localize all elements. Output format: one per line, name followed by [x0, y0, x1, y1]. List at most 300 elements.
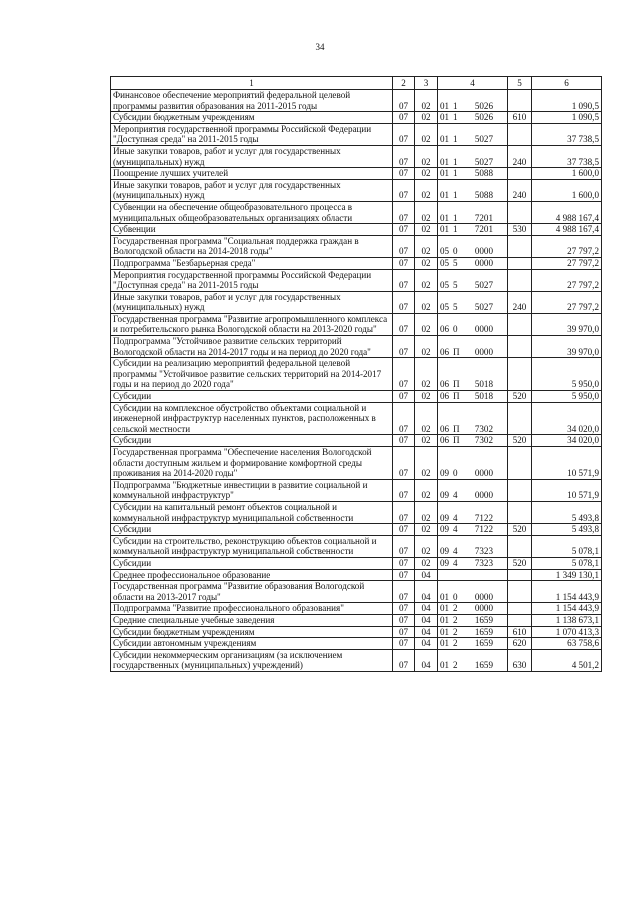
row-subsection: 02: [415, 112, 438, 124]
table-row: [111, 581, 602, 603]
row-target-code: [438, 257, 508, 269]
row-subsection: 02: [415, 145, 438, 167]
row-expense-type: 240: [508, 291, 532, 313]
row-code-program: 06: [440, 379, 450, 390]
row-amount: 27 797,2: [532, 257, 602, 269]
row-code-subprogram: 4: [453, 546, 458, 557]
row-expense-type: 520: [508, 524, 532, 536]
row-code-direction: 5026: [474, 100, 493, 111]
row-code-program: 05: [440, 246, 450, 257]
row-subsection: 02: [415, 501, 438, 523]
row-amount: 5 950,0: [532, 391, 602, 403]
table-row: [111, 179, 602, 201]
table-row: [111, 524, 602, 536]
row-target-code: [438, 168, 508, 180]
header-cell: 5: [508, 77, 532, 90]
row-section: 07: [393, 524, 415, 536]
row-expense-type: [508, 479, 532, 501]
row-code-direction: 7201: [474, 212, 493, 223]
row-expense-type: 530: [508, 224, 532, 236]
header-row: [111, 77, 602, 90]
row-code-subprogram: 1: [453, 212, 458, 223]
row-code-program: 05: [440, 302, 450, 313]
row-section: 07: [393, 626, 415, 638]
table-row: [111, 603, 602, 615]
row-code-direction: 7122: [474, 512, 493, 523]
row-section: 07: [393, 123, 415, 145]
row-expense-type: [508, 168, 532, 180]
row-subsection: 02: [415, 557, 438, 569]
row-section: 07: [393, 581, 415, 603]
row-amount: 5 950,0: [532, 358, 602, 391]
row-amount: 27 797,2: [532, 269, 602, 291]
row-target-code: [438, 291, 508, 313]
table-row: [111, 257, 602, 269]
header-cell: 4: [438, 77, 508, 90]
page-number: 34: [315, 42, 325, 52]
row-name: Мероприятия государственной программы Российской Федерации "Доступная среда" на 2011-2015 годы: [111, 269, 393, 291]
row-code-subprogram: П: [453, 391, 460, 402]
row-code-program: 01: [440, 134, 450, 145]
row-expense-type: 240: [508, 179, 532, 201]
row-name: Подпрограмма "Безбарьерная среда": [111, 257, 393, 269]
row-name: Субсидии на строительство, реконструкцию объектов социальной и коммунальной инфраструктур муниципальной собственности: [111, 535, 393, 557]
row-subsection: 02: [415, 336, 438, 358]
table-row: [111, 535, 602, 557]
row-amount: 39 970,0: [532, 336, 602, 358]
table-row: [111, 90, 602, 112]
row-code-program: 09: [440, 468, 450, 479]
row-code-direction: 5088: [474, 168, 493, 179]
row-code-direction: 1659: [474, 660, 493, 671]
row-code-program: 01: [440, 638, 450, 649]
table-row: [111, 235, 602, 257]
row-code-program: 01: [440, 190, 450, 201]
row-subsection: 04: [415, 638, 438, 650]
row-amount: 4 501,2: [532, 649, 602, 671]
row-amount: 39 970,0: [532, 313, 602, 335]
row-amount: 5 493,8: [532, 501, 602, 523]
row-name: Субсидии: [111, 524, 393, 536]
row-code-direction: 1659: [474, 638, 493, 649]
table-row: [111, 123, 602, 145]
row-name: Субсидии: [111, 391, 393, 403]
row-name: Подпрограмма "Развитие профессионального образования": [111, 603, 393, 615]
row-code-subprogram: 1: [453, 134, 458, 145]
row-target-code: [438, 201, 508, 223]
table-row: [111, 336, 602, 358]
row-code-program: 05: [440, 280, 450, 291]
row-code-direction: 7323: [474, 557, 493, 568]
row-amount: 1 154 443,9: [532, 603, 602, 615]
row-code-subprogram: П: [453, 379, 460, 390]
row-subsection: 02: [415, 524, 438, 536]
row-name: Государственная программа "Развитие агропромышленного комплекса и потребительского рынка Вологодской области на 2013-2020 годы": [111, 313, 393, 335]
row-section: 07: [393, 145, 415, 167]
row-code-program: 09: [440, 546, 450, 557]
row-section: 07: [393, 535, 415, 557]
row-name: Субсидии на реализацию мероприятий федеральной целевой программы "Устойчивое развитие сельских территорий на 2014-2017 годы и на период до 2020 года": [111, 358, 393, 391]
row-section: 07: [393, 168, 415, 180]
row-target-code: [438, 447, 508, 480]
row-amount: 4 988 167,4: [532, 224, 602, 236]
row-subsection: 02: [415, 168, 438, 180]
row-expense-type: 520: [508, 391, 532, 403]
row-expense-type: 520: [508, 557, 532, 569]
row-code-direction: 5018: [474, 391, 493, 402]
row-amount: 1 600,0: [532, 168, 602, 180]
table-row: [111, 447, 602, 480]
row-code-subprogram: 1: [453, 100, 458, 111]
row-amount: 34 020,0: [532, 402, 602, 435]
row-code-subprogram: 0: [453, 324, 458, 335]
row-expense-type: [508, 358, 532, 391]
row-name: Субсидии автономным учреждениям: [111, 638, 393, 650]
row-section: 07: [393, 435, 415, 447]
row-code-subprogram: 2: [453, 626, 458, 637]
row-section: 07: [393, 224, 415, 236]
row-code-direction: 5018: [474, 379, 493, 390]
row-code-direction: 5027: [474, 156, 493, 167]
row-code-program: 01: [440, 660, 450, 671]
row-code-direction: 0000: [474, 257, 493, 268]
row-code-subprogram: 5: [453, 257, 458, 268]
row-amount: 63 758,6: [532, 638, 602, 650]
row-target-code: [438, 235, 508, 257]
row-name: Субвенции на обеспечение общеобразовательного процесса в муниципальных общеобразовательных организациях области: [111, 201, 393, 223]
row-subsection: 02: [415, 479, 438, 501]
row-target-code: [438, 638, 508, 650]
row-expense-type: [508, 313, 532, 335]
row-code-subprogram: 0: [453, 246, 458, 257]
row-amount: 1 090,5: [532, 112, 602, 124]
row-code-direction: 0000: [474, 246, 493, 257]
row-expense-type: [508, 201, 532, 223]
table-row: [111, 112, 602, 124]
row-subsection: 02: [415, 201, 438, 223]
row-target-code: [438, 224, 508, 236]
row-code-subprogram: 1: [453, 190, 458, 201]
header-cell: 3: [415, 77, 438, 90]
row-name: Субсидии бюджетным учреждениям: [111, 626, 393, 638]
row-name: Субсидии: [111, 557, 393, 569]
row-code-direction: 5088: [474, 190, 493, 201]
row-code-direction: 5027: [474, 134, 493, 145]
row-expense-type: [508, 447, 532, 480]
row-target-code: [438, 649, 508, 671]
table-row: [111, 569, 602, 581]
row-code-subprogram: 2: [453, 638, 458, 649]
row-subsection: 02: [415, 269, 438, 291]
row-section: 07: [393, 179, 415, 201]
row-code-subprogram: 0: [453, 468, 458, 479]
row-section: 07: [393, 569, 415, 581]
row-code-program: 06: [440, 423, 450, 434]
row-expense-type: 520: [508, 435, 532, 447]
table-row: [111, 479, 602, 501]
row-expense-type: 610: [508, 112, 532, 124]
row-target-code: [438, 435, 508, 447]
row-subsection: 02: [415, 313, 438, 335]
row-expense-type: [508, 603, 532, 615]
table-row: [111, 501, 602, 523]
row-target-code: [438, 402, 508, 435]
row-subsection: 04: [415, 614, 438, 626]
table-row: [111, 358, 602, 391]
row-name: Среднее профессиональное образование: [111, 569, 393, 581]
row-amount: 1 349 130,1: [532, 569, 602, 581]
row-target-code: [438, 179, 508, 201]
table-row: [111, 269, 602, 291]
row-amount: 1 090,5: [532, 90, 602, 112]
row-expense-type: [508, 336, 532, 358]
row-code-direction: 0000: [474, 468, 493, 479]
header-cell: 6: [532, 77, 602, 90]
row-amount: 10 571,9: [532, 479, 602, 501]
row-section: 07: [393, 402, 415, 435]
row-target-code: [438, 614, 508, 626]
row-code-direction: 7323: [474, 546, 493, 557]
row-amount: 4 988 167,4: [532, 201, 602, 223]
row-name: Подпрограмма "Бюджетные инвестиции в развитие социальной и коммунальной инфраструктур": [111, 479, 393, 501]
row-code-subprogram: П: [453, 346, 460, 357]
row-section: 07: [393, 235, 415, 257]
row-amount: 27 797,2: [532, 291, 602, 313]
row-code-subprogram: 0: [453, 591, 458, 602]
row-subsection: 02: [415, 257, 438, 269]
table-row: [111, 168, 602, 180]
row-amount: 10 571,9: [532, 447, 602, 480]
row-section: 07: [393, 479, 415, 501]
row-section: 07: [393, 257, 415, 269]
row-subsection: 02: [415, 123, 438, 145]
row-target-code: [438, 479, 508, 501]
row-target-code: [438, 391, 508, 403]
header-cell: 2: [393, 77, 415, 90]
row-subsection: 02: [415, 435, 438, 447]
row-section: 07: [393, 269, 415, 291]
row-expense-type: 610: [508, 626, 532, 638]
row-code-program: 01: [440, 614, 450, 625]
row-code-subprogram: 5: [453, 280, 458, 291]
row-section: 07: [393, 614, 415, 626]
row-section: 07: [393, 90, 415, 112]
row-target-code: [438, 112, 508, 124]
row-code-subprogram: 4: [453, 490, 458, 501]
row-code-program: 01: [440, 168, 450, 179]
row-expense-type: [508, 614, 532, 626]
row-target-code: [438, 557, 508, 569]
row-amount: 5 078,1: [532, 535, 602, 557]
header-cell: 1: [111, 77, 393, 90]
row-section: 07: [393, 112, 415, 124]
row-code-direction: 0000: [474, 324, 493, 335]
row-code-direction: 1659: [474, 626, 493, 637]
row-code-subprogram: 1: [453, 168, 458, 179]
row-code-direction: 0000: [474, 490, 493, 501]
row-code-subprogram: 4: [453, 557, 458, 568]
row-code-program: 01: [440, 212, 450, 223]
row-subsection: 02: [415, 235, 438, 257]
row-code-subprogram: 2: [453, 614, 458, 625]
row-target-code: [438, 90, 508, 112]
row-amount: 27 797,2: [532, 235, 602, 257]
row-name: Подпрограмма "Устойчивое развитие сельских территорий Вологодской области на 2014-2017 годы и на период до 2020 года": [111, 336, 393, 358]
row-code-subprogram: 1: [453, 224, 458, 235]
row-expense-type: [508, 501, 532, 523]
table-row: [111, 435, 602, 447]
row-code-direction: 5027: [474, 302, 493, 313]
table-row: [111, 224, 602, 236]
row-code-direction: 5027: [474, 280, 493, 291]
row-subsection: 02: [415, 402, 438, 435]
row-subsection: 02: [415, 291, 438, 313]
row-section: 07: [393, 391, 415, 403]
row-subsection: 02: [415, 358, 438, 391]
row-code-program: 05: [440, 257, 450, 268]
row-code-direction: 0000: [474, 591, 493, 602]
row-code-program: 06: [440, 391, 450, 402]
row-code-program: 06: [440, 346, 450, 357]
table-row: [111, 291, 602, 313]
row-subsection: 02: [415, 447, 438, 480]
row-expense-type: [508, 402, 532, 435]
row-name: Субсидии: [111, 435, 393, 447]
row-code-direction: 7122: [474, 524, 493, 535]
row-code-direction: 0000: [474, 346, 493, 357]
row-code-program: 01: [440, 100, 450, 111]
row-code-direction: 5026: [474, 112, 493, 123]
row-target-code: [438, 313, 508, 335]
row-section: 07: [393, 336, 415, 358]
row-code-program: 09: [440, 524, 450, 535]
row-target-code: [438, 603, 508, 615]
row-code-subprogram: 4: [453, 524, 458, 535]
row-subsection: 04: [415, 581, 438, 603]
table-row: [111, 145, 602, 167]
row-code-subprogram: 2: [453, 603, 458, 614]
row-name: Иные закупки товаров, работ и услуг для государственных (муниципальных) нужд: [111, 145, 393, 167]
row-name: Государственная программа "Обеспечение населения Вологодской области доступным жильем и формирование комфортной среды проживания на 2014-2020 годы": [111, 447, 393, 480]
table-row: [111, 614, 602, 626]
row-subsection: 04: [415, 603, 438, 615]
budget-table: [110, 76, 602, 672]
row-code-subprogram: 1: [453, 112, 458, 123]
row-name: Мероприятия государственной программы Российской Федерации "Доступная среда" на 2011-2015 годы: [111, 123, 393, 145]
row-amount: 1 154 443,9: [532, 581, 602, 603]
row-code-program: 09: [440, 557, 450, 568]
row-expense-type: [508, 269, 532, 291]
table-row: [111, 201, 602, 223]
row-name: Иные закупки товаров, работ и услуг для государственных (муниципальных) нужд: [111, 291, 393, 313]
table-row: [111, 649, 602, 671]
row-amount: 1 138 673,1: [532, 614, 602, 626]
row-subsection: 02: [415, 391, 438, 403]
row-expense-type: 620: [508, 638, 532, 650]
table-row: [111, 391, 602, 403]
row-code-direction: 7302: [474, 423, 493, 434]
row-name: Субсидии бюджетным учреждениям: [111, 112, 393, 124]
row-expense-type: [508, 90, 532, 112]
row-subsection: 02: [415, 535, 438, 557]
row-expense-type: [508, 123, 532, 145]
row-name: Субвенции: [111, 224, 393, 236]
row-section: 07: [393, 649, 415, 671]
row-target-code: [438, 569, 508, 581]
row-section: 07: [393, 313, 415, 335]
row-name: Государственная программа "Социальная поддержка граждан в Вологодской области на 2014-2018 годы": [111, 235, 393, 257]
row-target-code: [438, 626, 508, 638]
table-row: [111, 638, 602, 650]
row-expense-type: [508, 581, 532, 603]
row-expense-type: 240: [508, 145, 532, 167]
row-code-subprogram: 1: [453, 156, 458, 167]
row-target-code: [438, 501, 508, 523]
row-code-program: 01: [440, 112, 450, 123]
row-target-code: [438, 336, 508, 358]
row-subsection: 02: [415, 224, 438, 236]
row-target-code: [438, 269, 508, 291]
row-code-subprogram: П: [453, 435, 460, 446]
row-code-program: 06: [440, 435, 450, 446]
row-name: Субсидии на капитальный ремонт объектов социальной и коммунальной инфраструктур муниципальной собственности: [111, 501, 393, 523]
row-amount: 1 600,0: [532, 179, 602, 201]
row-amount: 37 738,5: [532, 145, 602, 167]
row-target-code: [438, 123, 508, 145]
row-code-subprogram: 5: [453, 302, 458, 313]
row-amount: 5 078,1: [532, 557, 602, 569]
row-subsection: 02: [415, 90, 438, 112]
row-section: 07: [393, 603, 415, 615]
row-section: 07: [393, 447, 415, 480]
row-amount: 37 738,5: [532, 123, 602, 145]
row-code-subprogram: П: [453, 423, 460, 434]
row-amount: 5 493,8: [532, 524, 602, 536]
row-name: Средние специальные учебные заведения: [111, 614, 393, 626]
table-row: [111, 626, 602, 638]
row-section: 07: [393, 501, 415, 523]
row-code-program: 01: [440, 224, 450, 235]
row-target-code: [438, 524, 508, 536]
row-code-program: 01: [440, 156, 450, 167]
table-row: [111, 557, 602, 569]
row-code-subprogram: 2: [453, 660, 458, 671]
row-code-subprogram: 4: [453, 512, 458, 523]
row-code-program: 09: [440, 512, 450, 523]
row-section: 07: [393, 638, 415, 650]
row-name: Субсидии некоммерческим организациям (за исключением государственных (муниципальных) учреждений): [111, 649, 393, 671]
row-section: 07: [393, 201, 415, 223]
row-target-code: [438, 535, 508, 557]
row-name: Субсидии на комплексное обустройство объектами социальной и инженерной инфраструктур населенных пунктов, расположенных в сельской местности: [111, 402, 393, 435]
row-amount: 1 070 413,3: [532, 626, 602, 638]
row-expense-type: [508, 569, 532, 581]
row-subsection: 02: [415, 179, 438, 201]
row-expense-type: 630: [508, 649, 532, 671]
row-code-program: 01: [440, 626, 450, 637]
row-subsection: 04: [415, 569, 438, 581]
row-section: 07: [393, 358, 415, 391]
row-expense-type: [508, 235, 532, 257]
row-name: Иные закупки товаров, работ и услуг для государственных (муниципальных) нужд: [111, 179, 393, 201]
row-section: 07: [393, 557, 415, 569]
row-expense-type: [508, 257, 532, 269]
row-subsection: 04: [415, 626, 438, 638]
row-name: Финансовое обеспечение мероприятий федеральной целевой программы развития образования на 2011-2015 годы: [111, 90, 393, 112]
row-code-program: 01: [440, 591, 450, 602]
row-code-direction: 7302: [474, 435, 493, 446]
row-target-code: [438, 145, 508, 167]
